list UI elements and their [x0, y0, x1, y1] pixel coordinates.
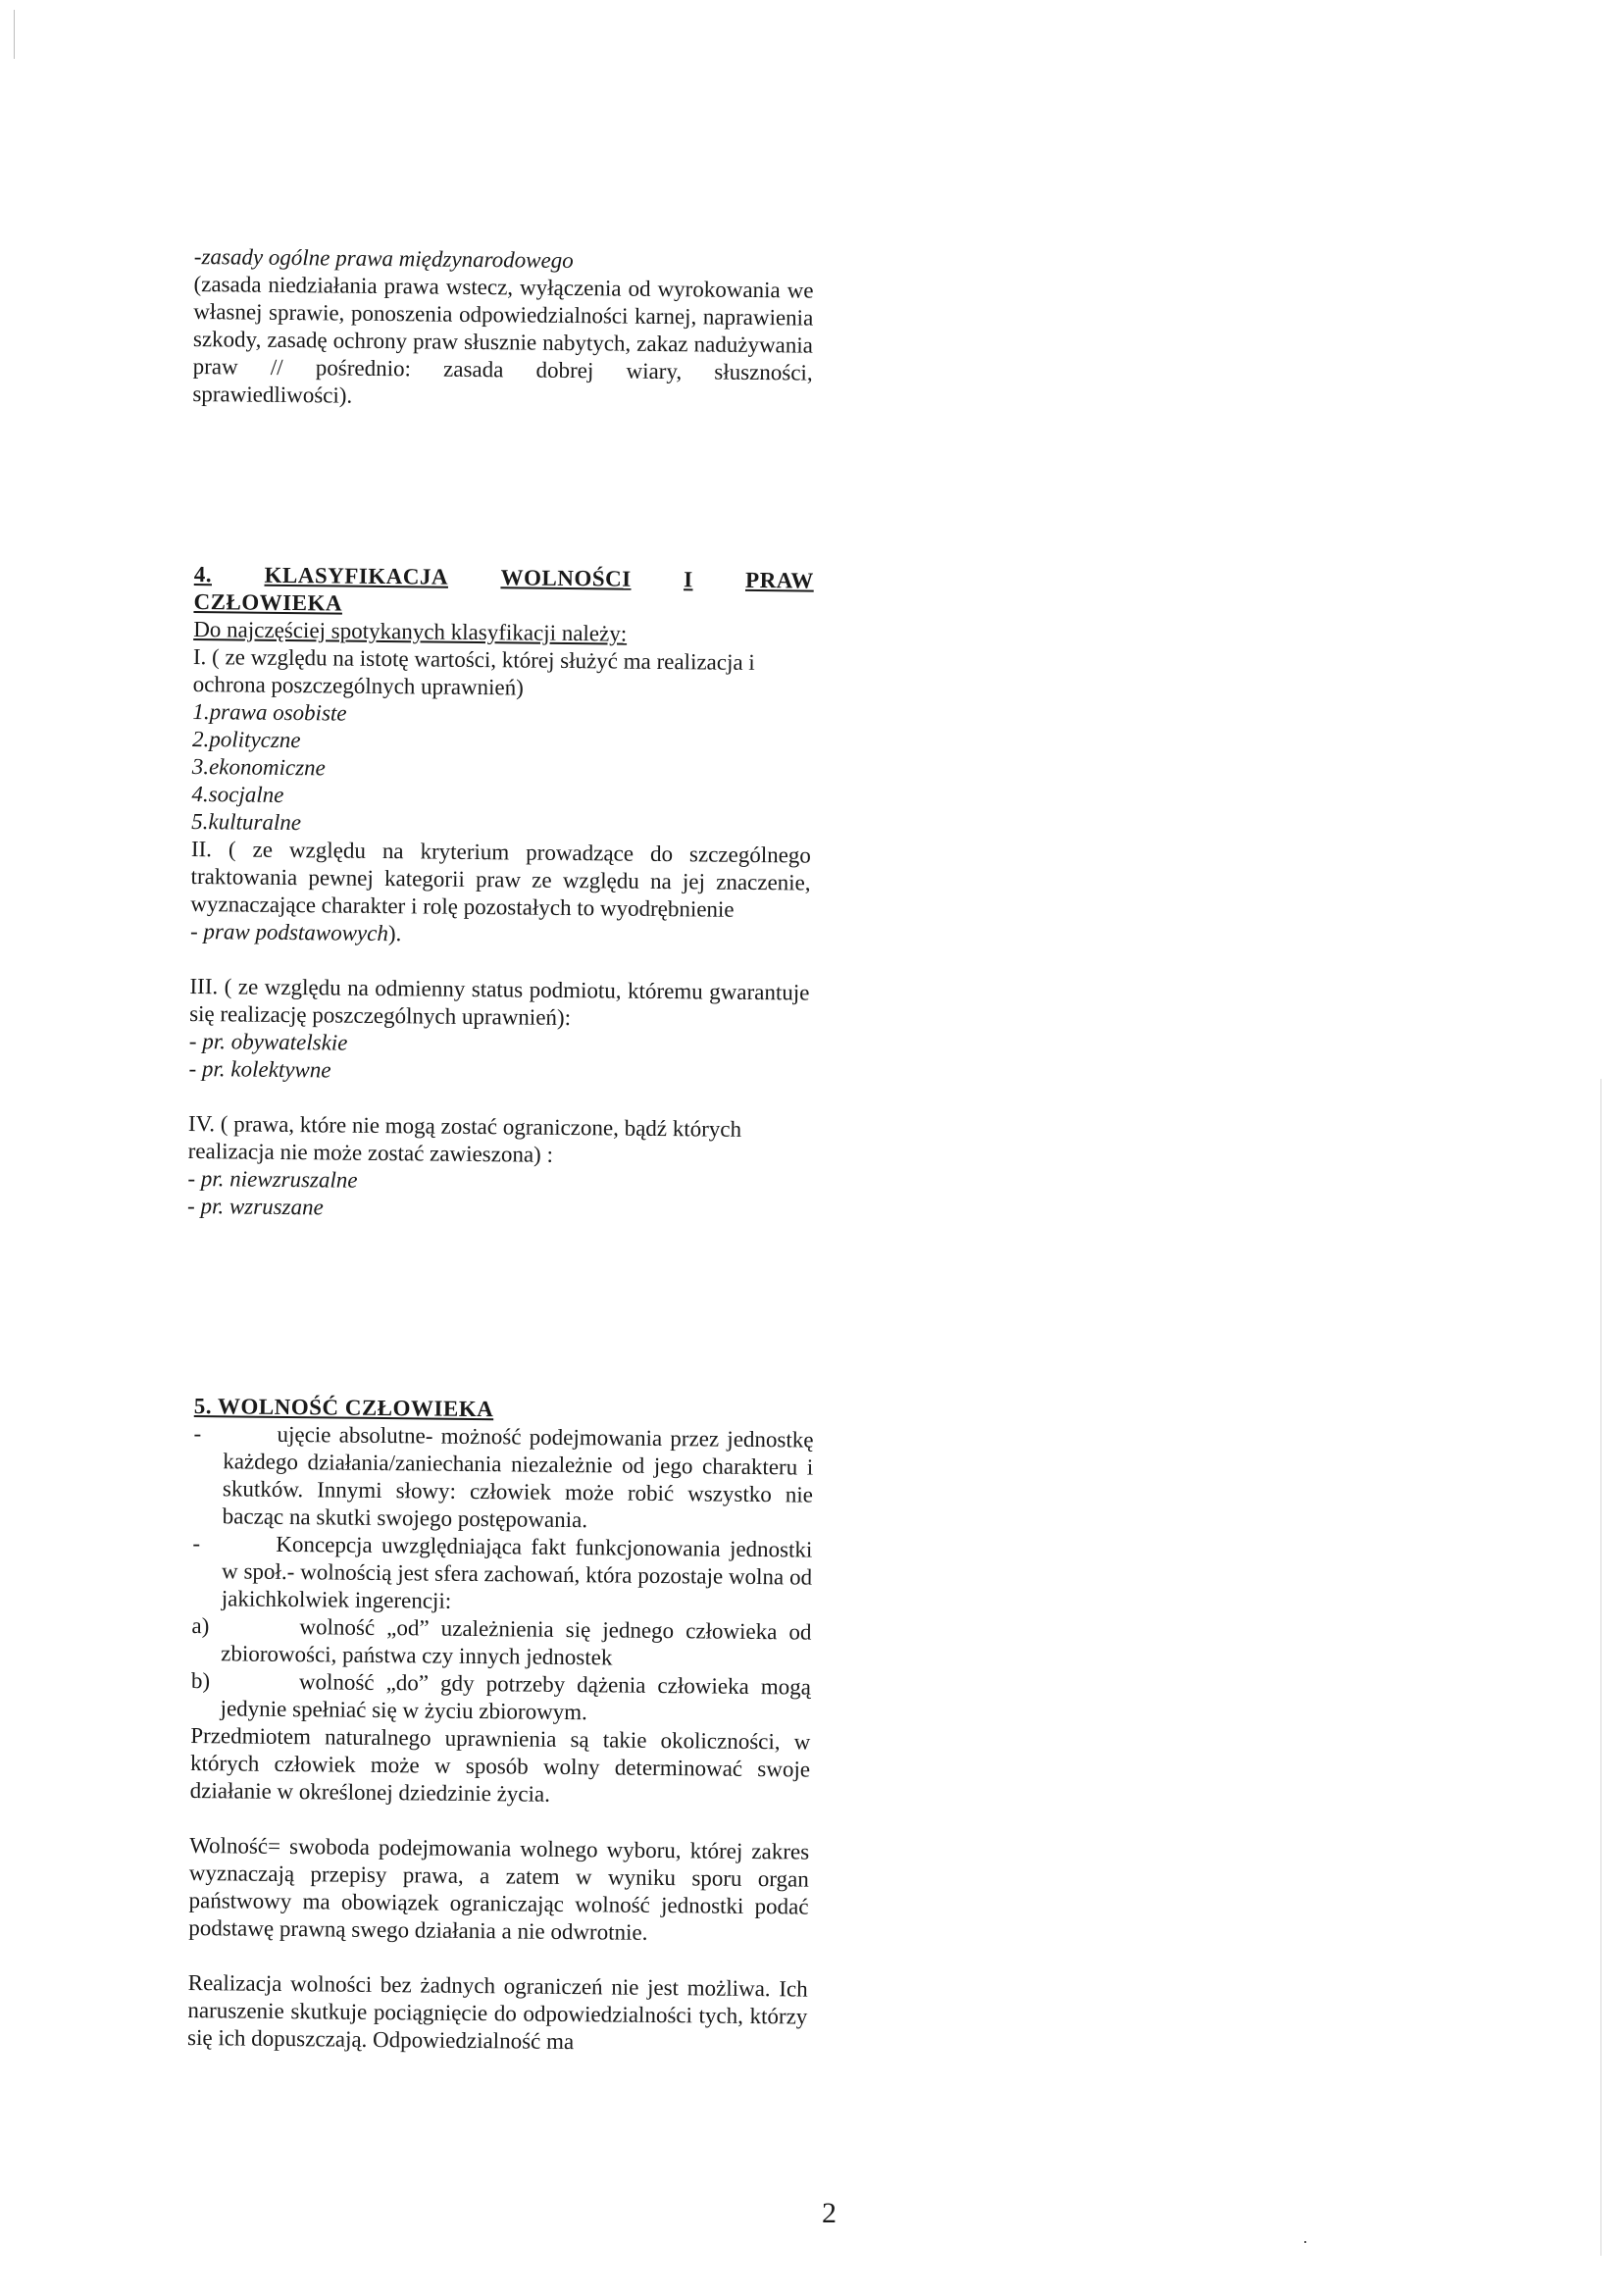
group-1-item: 3.ekonomiczne [191, 753, 326, 781]
group-4-item: - pr. wzruszane [186, 1193, 324, 1220]
general-principles-title: -zasady ogólne prawa międzynarodowego [193, 243, 574, 274]
group-2-close: ). [387, 921, 402, 946]
section-4-heading-line2: CZŁOWIEKA [193, 588, 343, 616]
section-4-heading-word-3: I [684, 567, 693, 592]
section-4-heading-word-1: KLASYFIKACJA [264, 562, 449, 589]
section-4-heading-word-4: PRAW [744, 567, 814, 593]
freedom-limits-paragraph: Realizacja wolności bez żadnych ograniczeń nie jest możliwa. Ich naruszenie skutkuje pociągnięcie do odpowiedzialności tych, którzy się ich dopuszczają. Odpowiedzialność ma [186, 1969, 808, 2055]
section-5-heading: 5. WOLNOŚĆ CZŁOWIEKA [193, 1394, 494, 1422]
group-3-item: - pr. kolektywne [188, 1055, 331, 1083]
scan-edge-line-left [14, 10, 15, 59]
classification-group-3: III. ( ze względu na odmienny status podmiotu, któremu gwarantuje się realizację poszczególnych uprawnień): [189, 973, 810, 1031]
block-general-principles [192, 243, 814, 415]
freedom-from-item [191, 1612, 812, 1674]
classification-group-2: II. ( ze względu na kryterium prowadzące do szczególnego traktowania pewnej kategorii praw ze względu na jej znaczenie, wyznaczające charakter i rolę pozostałych to wyodrębnienie [190, 836, 812, 922]
freedom-definition-paragraph: Wolność= swoboda podejmowania wolnego wyboru, której zakres wyznaczają przepisy prawa, a zatem w wyniku sporu organ państwowy ma obowiązek ograniczając wolność jednostki podać podstawę prawną swego działania a nie odwrotnie. [188, 1832, 810, 1945]
freedom-from-text: wolność „od” uzależnienia się jednego człowieka od zbiorowości, państwa czy innych jednostek [221, 1614, 812, 1670]
group-1-item: 4.socjalne [191, 781, 284, 807]
freedom-to-item [190, 1667, 811, 1729]
section-4-intro: Do najczęściej spotykanych klasyfikacji należy: [193, 616, 628, 646]
group-3-item: - pr. obywatelskie [188, 1028, 348, 1055]
natural-right-paragraph: Przedmiotem naturalnego uprawnienia są takie okoliczności, w których człowiek może w sposób wolny determinować swoje działanie w określonej dziedzinie życia. [189, 1722, 811, 1807]
page-number: 2 [822, 2197, 837, 2229]
section-4-number: 4. [193, 561, 213, 587]
scan-edge-line-right [1600, 1079, 1601, 2256]
section-4 [187, 561, 814, 1227]
freedom-absolute-text: ujęcie absolutne- możność podejmowania przez jednostkę każdego działania/zaniechania niezależnie od jego charakteru i skutków. Innymi słowy: człowiek może robić wszystko nie bacząc na skutki swojego postępowania. [222, 1421, 814, 1533]
group-1-item: 2.polityczne [191, 726, 301, 753]
group-2-item: - praw podstawowych [189, 918, 389, 946]
freedom-to-text: wolność „do” gdy potrzeby dążenia człowieka mogą jedynie spełniać się w życiu zbiorowym. [220, 1669, 812, 1725]
classification-group-4: IV. ( prawa, które nie mogą zostać ograniczone, bądź których realizacja nie może zostać zawieszona) : [187, 1110, 742, 1167]
list-marker-a: a) [191, 1612, 210, 1639]
list-marker-b: b) [190, 1667, 211, 1694]
freedom-concept-text: Koncepcja uwzględniająca fakt funkcjonowania jednostki w społ.- wolnością jest sfera zachowań, która pozostaje wolna od jakichkolwiek ingerencji: [221, 1531, 813, 1613]
dash-marker: - [193, 1420, 202, 1447]
freedom-concept-item [192, 1530, 813, 1619]
group-4-item: - pr. niewzruszalne [187, 1165, 358, 1193]
section-4-heading-word-2: WOLNOŚCI [500, 565, 632, 591]
freedom-absolute-item [193, 1420, 814, 1537]
scan-speck [1304, 2241, 1306, 2243]
dash-marker: - [192, 1530, 201, 1556]
group-1-item: 1.prawa osobiste [192, 698, 347, 726]
section-5 [187, 1393, 814, 2059]
classification-group-1: I. ( ze względu na istotę wartości, której służyć ma realizacja i ochrona poszczególnych uprawnień) [192, 643, 755, 700]
general-principles-body: (zasada niedziałania prawa wstecz, wyłączenia od wyrokowania we własnej sprawie, ponoszenia odpowiedzialności karnej, naprawienia szkody, zasadę ochrony praw słusznie nabytych, zakaz nadużywania praw // pośrednio: zasada dobrej wiary, słuszności, sprawiedliwości). [192, 271, 814, 408]
group-1-item: 5.kulturalne [191, 808, 302, 836]
